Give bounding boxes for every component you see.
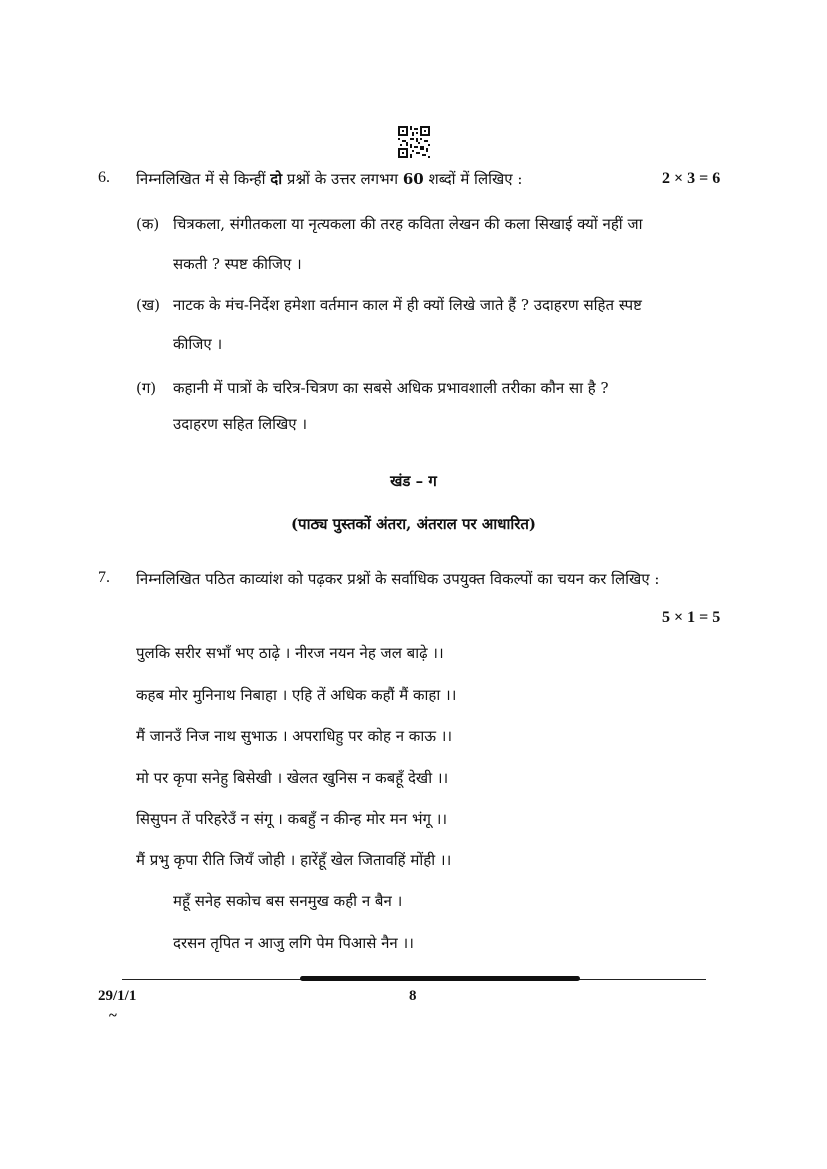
- verse-line: मो पर कृपा सनेहु बिसेखी । खेलत खुनिस न कबहूँ देखी ।।: [136, 769, 449, 787]
- part-text: कीजिए ।: [173, 335, 223, 353]
- verse-line: मैं प्रभु कृपा रीति जियँ जोही । हारेंहूँ खेल जितावहिं मोंही ।।: [136, 851, 452, 869]
- part-text: सकती ? स्पष्ट कीजिए ।: [173, 255, 302, 273]
- instruction-emphasis: दो: [270, 170, 283, 188]
- part-text: उदाहरण सहित लिखिए ।: [173, 415, 308, 433]
- marks-allocation: 5 × 1 = 5: [662, 609, 721, 626]
- verse-line: सिसुपन तें परिहरेउँ न संगू । कबहुँ न कीन्ह मोर मन भंगू ।।: [136, 810, 448, 828]
- question-instruction: निम्नलिखित पठित काव्यांश को पढ़कर प्रश्नों के सर्वाधिक उपयुक्त विकल्पों का चयन कर लिखिए :: [136, 570, 660, 588]
- part-label: (क): [136, 215, 160, 233]
- instruction-emphasis: 60: [402, 170, 424, 188]
- marks-allocation: 2 × 3 = 6: [662, 170, 721, 187]
- part-text: चित्रकला, संगीतकला या नृत्यकला की तरह कविता लेखन की कला सिखाई क्यों नहीं जा: [173, 215, 643, 233]
- verse-line: कहब मोर मुनिनाथ निबाहा । एहि तें अधिक कहौं मैं काहा ।।: [136, 686, 457, 704]
- verse-line: मैं जानउँ निज नाथ सुभाऊ । अपराधिहु पर कोह न काऊ ।।: [136, 727, 453, 745]
- part-text: कहानी में पात्रों के चरित्र-चित्रण का सबसे अधिक प्रभावशाली तरीका कौन सा है ?: [173, 379, 609, 397]
- doha-line: दरसन तृपित न आजु लगि पेम पिआसे नैन ।।: [173, 934, 414, 952]
- section-title: खंड – ग: [390, 472, 437, 490]
- part-text: नाटक के मंच-निर्देश हमेशा वर्तमान काल में ही क्यों लिखे जाते हैं ? उदाहरण सहित स्पष्ट: [173, 296, 642, 314]
- part-label: (ख): [136, 296, 160, 314]
- qr-code-icon: [398, 126, 430, 158]
- doha-line: महूँ सनेह सकोच बस सनमुख कही न बैन ।: [173, 892, 403, 910]
- part-label: (ग): [136, 379, 157, 397]
- instruction-text: प्रश्नों के उत्तर लगभग: [282, 170, 403, 188]
- instruction-text: निम्नलिखित में से किन्हीं: [136, 170, 271, 188]
- footer-divider-accent: [300, 976, 580, 981]
- section-subtitle: (पाठ्य पुस्तकों अंतरा, अंतराल पर आधारित): [290, 515, 537, 533]
- question-number: 6.: [98, 169, 110, 186]
- verse-line: पुलकि सरीर सभाँ भए ठाढ़े । नीरज नयन नेह जल बाढ़े ।।: [136, 644, 444, 662]
- footer-mark: ~: [109, 1008, 117, 1024]
- instruction-text: शब्दों में लिखिए :: [423, 170, 523, 188]
- question-instruction: [136, 169, 522, 189]
- page-number: 8: [409, 988, 417, 1004]
- question-number: 7.: [98, 569, 110, 586]
- paper-code: 29/1/1: [98, 988, 137, 1004]
